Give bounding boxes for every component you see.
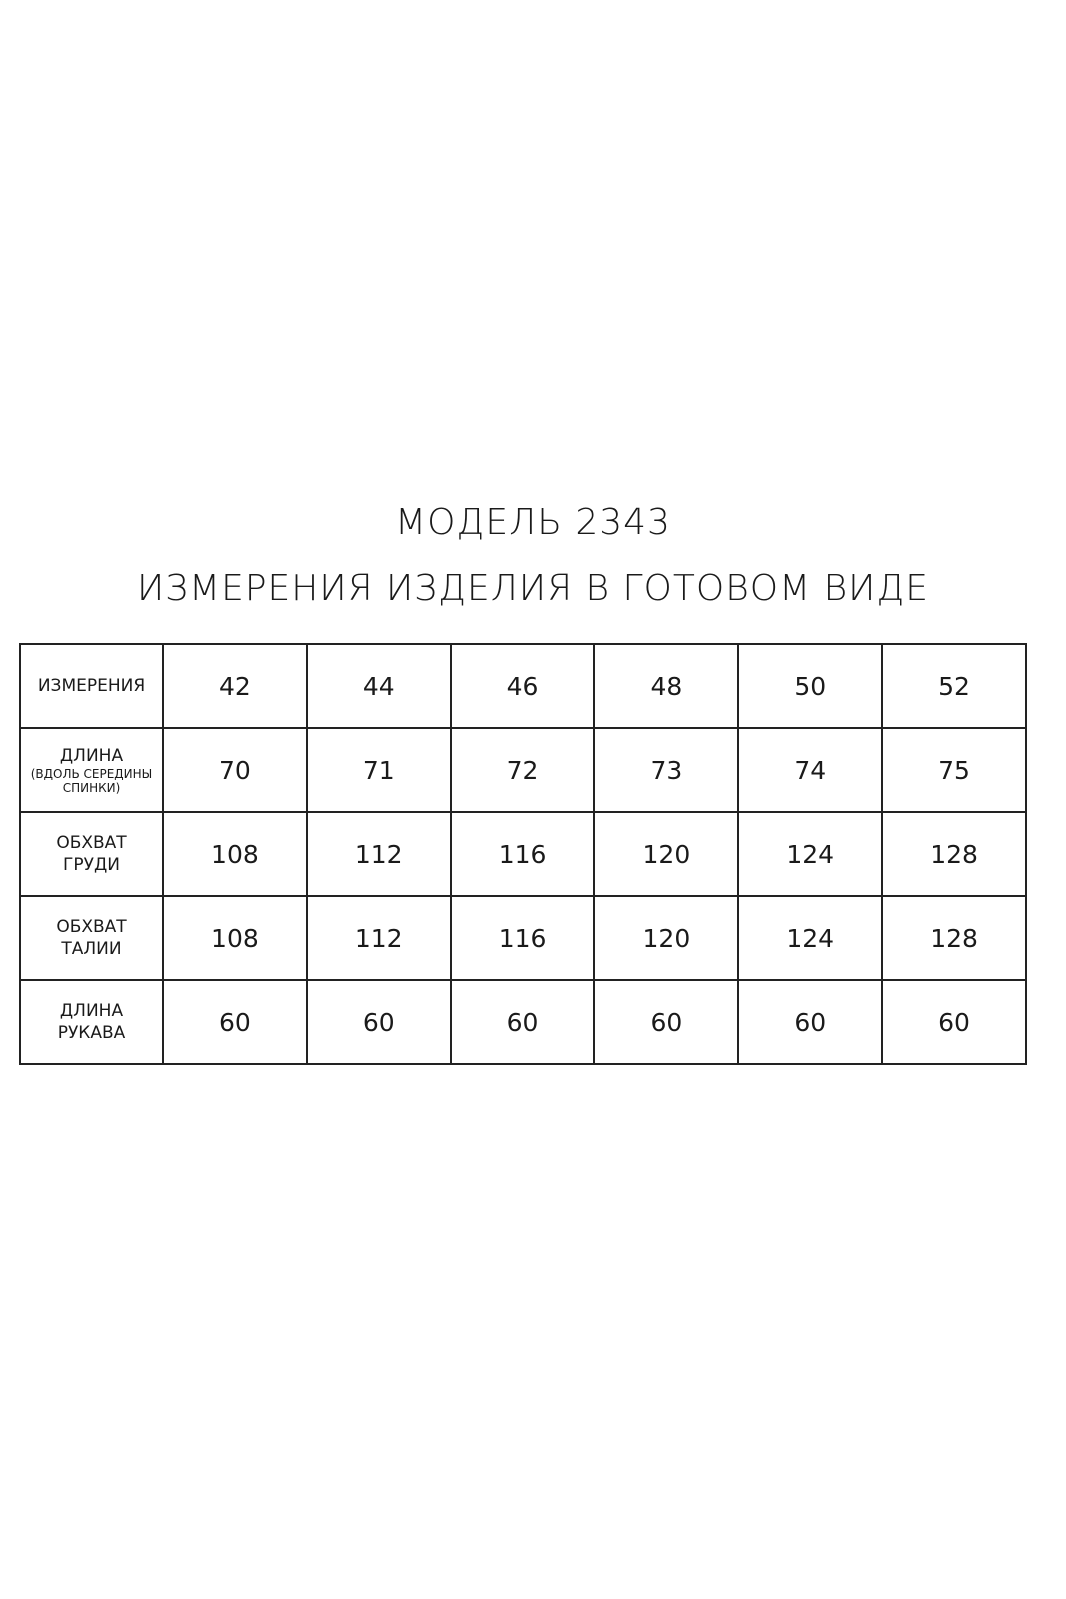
table-cell: 60 [882, 980, 1026, 1064]
table-cell: 128 [882, 812, 1026, 896]
row-header [20, 896, 163, 980]
table-row [20, 812, 1026, 896]
table-cell: 48 [594, 644, 738, 728]
row-header [20, 644, 163, 728]
table-cell: 120 [594, 812, 738, 896]
row-header [20, 728, 163, 812]
table-cell: 46 [451, 644, 595, 728]
row-header [20, 812, 163, 896]
table-cell: 44 [307, 644, 451, 728]
table-cell: 74 [738, 728, 882, 812]
table-cell: 73 [594, 728, 738, 812]
title-block [0, 490, 1066, 622]
row-header-label: ОБХВАТ [56, 833, 127, 853]
row-header-label: ОБХВАТ [56, 917, 127, 937]
table-cell: 116 [451, 896, 595, 980]
table-row [20, 728, 1026, 812]
table-cell: 60 [307, 980, 451, 1064]
table-cell: 72 [451, 728, 595, 812]
row-header-label: ДЛИНА [59, 746, 124, 766]
row-header-label2: ГРУДИ [63, 855, 120, 875]
table-row [20, 644, 1026, 728]
table-cell: 42 [163, 644, 307, 728]
table-cell: 124 [738, 812, 882, 896]
row-header-label: ИЗМЕРЕНИЯ [37, 676, 146, 696]
row-header-label: ДЛИНА [59, 1001, 124, 1021]
table-cell: 60 [594, 980, 738, 1064]
row-header-label2: РУКАВА [57, 1023, 126, 1043]
measurements-title: ИЗМЕРЕНИЯ ИЗДЕЛИЯ В ГОТОВОМ ВИДЕ [136, 568, 930, 609]
row-header-sublabel: (ВДОЛЬ СЕРЕДИНЫ СПИНКИ) [30, 767, 153, 795]
table-cell: 70 [163, 728, 307, 812]
table-row [20, 980, 1026, 1064]
table-row [20, 896, 1026, 980]
table-cell: 120 [594, 896, 738, 980]
table-cell: 124 [738, 896, 882, 980]
table-cell: 60 [451, 980, 595, 1064]
table-cell: 112 [307, 896, 451, 980]
table-cell: 50 [738, 644, 882, 728]
table-cell: 71 [307, 728, 451, 812]
table-cell: 112 [307, 812, 451, 896]
table-cell: 60 [738, 980, 882, 1064]
table-cell: 52 [882, 644, 1026, 728]
table-cell: 108 [163, 812, 307, 896]
table-cell: 75 [882, 728, 1026, 812]
table-cell: 128 [882, 896, 1026, 980]
row-header-label2: ТАЛИИ [61, 939, 122, 959]
table-cell: 108 [163, 896, 307, 980]
size-table [19, 643, 1027, 1065]
table-cell: 60 [163, 980, 307, 1064]
table-cell: 116 [451, 812, 595, 896]
row-header [20, 980, 163, 1064]
model-title: МОДЕЛЬ 2343 [395, 502, 671, 543]
